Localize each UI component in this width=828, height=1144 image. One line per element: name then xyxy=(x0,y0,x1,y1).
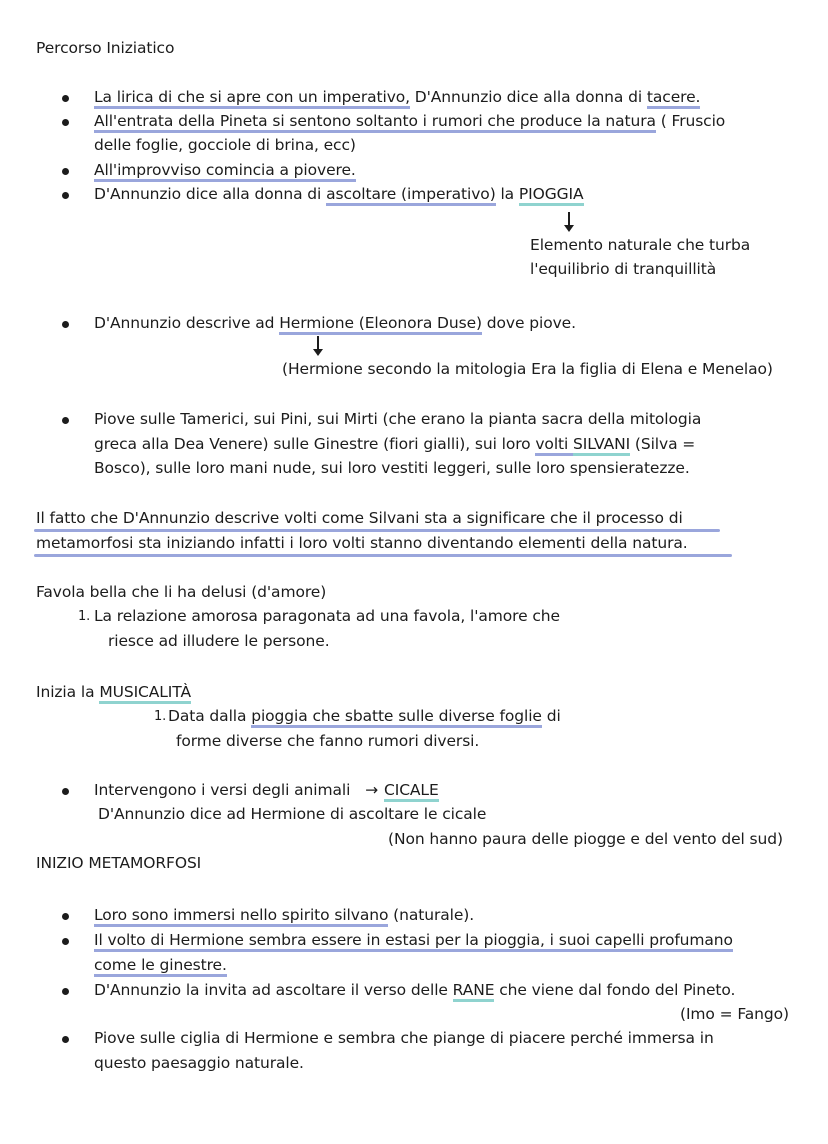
plain-text: (naturale). xyxy=(388,906,475,924)
paragraph-line-1: Il fatto che D'Annunzio descrive volti come Silvani sta a significare che il processo di xyxy=(36,509,683,527)
bullet-dot xyxy=(62,938,69,945)
underlined-text: pioggia che sbatte sulle diverse foglie xyxy=(251,707,542,728)
bullet-dot xyxy=(62,119,69,126)
underlined-text: La lirica di che si apre con un imperativo, xyxy=(94,88,410,109)
bullet-text-6-line-2 xyxy=(94,433,695,455)
musicalita-line-1 xyxy=(168,705,561,727)
metamorfosi-heading: INIZIO METAMORFOSI xyxy=(36,854,202,872)
plain-text: la xyxy=(495,185,519,203)
bullet-dot xyxy=(62,988,69,995)
underlined-text: volti xyxy=(535,435,573,456)
metamorfosi-bullet-2-line-2 xyxy=(94,954,227,976)
underlined-text: Hermione (Eleonora Duse) xyxy=(279,314,482,335)
list-number: 1. xyxy=(78,609,91,624)
bullet-text-6-line-3: Bosco), sulle loro mani nude, sui loro vestiti leggeri, sulle loro spensieratezze. xyxy=(94,459,690,477)
plain-text: Data dalla xyxy=(168,707,252,725)
musicalita-heading xyxy=(36,681,191,703)
highlighted-text: RANE xyxy=(453,981,495,1002)
underlined-text: come le ginestre. xyxy=(94,956,227,977)
musicalita-line-2: forme diverse che fanno rumori diversi. xyxy=(176,732,480,750)
plain-text: Intervengono i versi degli animali xyxy=(94,781,351,799)
underlined-text: tacere. xyxy=(647,88,700,109)
plain-text: D'Annunzio descrive ad xyxy=(94,314,280,332)
bullet-text-5 xyxy=(94,312,576,334)
bullet-text-1 xyxy=(94,86,700,108)
bullet-dot xyxy=(62,168,69,175)
cicale-note: (Non hanno paura delle piogge e del vento del sud) xyxy=(388,830,783,848)
underlined-text: Il volto di Hermione sembra essere in estasi per la pioggia, i suoi capelli profumano xyxy=(94,931,733,952)
bullet-dot xyxy=(62,417,69,424)
favola-line-2: riesce ad illudere le persone. xyxy=(108,632,330,650)
bullet-dot xyxy=(62,321,69,328)
bullet-text-4 xyxy=(94,183,584,205)
list-number: 1. xyxy=(154,709,167,724)
plain-text: D'Annunzio la invita ad ascoltare il verso delle xyxy=(94,981,453,999)
plain-text: D'Annunzio dice alla donna di xyxy=(94,185,327,203)
plain-text: ( Fruscio xyxy=(655,112,726,130)
metamorfosi-note: (Imo = Fango) xyxy=(680,1005,789,1023)
bullet-dot xyxy=(62,95,69,102)
arrow-down-icon xyxy=(317,336,319,354)
metamorfosi-bullet-3 xyxy=(94,979,735,1001)
paragraph-line-2: metamorfosi sta iniziando infatti i loro volti stanno diventando elementi della natura. xyxy=(36,534,688,552)
underline-stroke xyxy=(34,554,732,557)
bullet-text-6-line-1: Piove sulle Tamerici, sui Pini, sui Mirti (che erano la pianta sacra della mitologia xyxy=(94,410,702,428)
plain-text: che viene dal fondo del Pineto. xyxy=(494,981,736,999)
bullet-dot xyxy=(62,192,69,199)
bullet-text-2 xyxy=(94,110,725,132)
plain-text: greca alla Dea Venere) sulle Ginestre (fiori gialli), sui loro xyxy=(94,435,536,453)
plain-text: (Silva = xyxy=(630,435,696,453)
highlighted-text: PIOGGIA xyxy=(519,185,584,206)
plain-text: D'Annunzio dice alla donna di xyxy=(409,88,647,106)
favola-heading: Favola bella che li ha delusi (d'amore) xyxy=(36,583,327,601)
underlined-text: All'entrata della Pineta si sentono soltanto i rumori che produce la natura xyxy=(94,112,656,133)
side-note-line-2: l'equilibrio di tranquillità xyxy=(530,260,717,278)
bullet-text-2-cont: delle foglie, gocciole di brina, ecc) xyxy=(94,136,356,154)
highlighted-text: CICALE xyxy=(384,781,439,802)
cicale-line-1 xyxy=(94,779,439,801)
plain-text: dove piove. xyxy=(481,314,576,332)
metamorfosi-bullet-4-line-2: questo paesaggio naturale. xyxy=(94,1054,304,1072)
arrow-right-icon: → xyxy=(365,781,379,799)
side-note-line-1: Elemento naturale che turba xyxy=(530,236,751,254)
highlighted-text: MUSICALITÀ xyxy=(99,683,191,704)
metamorfosi-bullet-4-line-1: Piove sulle ciglia di Hermione e sembra che piange di piacere perché immersa in xyxy=(94,1029,714,1047)
metamorfosi-bullet-2-line-1 xyxy=(94,929,733,951)
page-title: Percorso Iniziatico xyxy=(36,39,175,57)
underlined-text: ascoltare (imperativo) xyxy=(326,185,496,206)
arrow-down-icon xyxy=(568,212,570,230)
metamorfosi-bullet-1 xyxy=(94,904,474,926)
underlined-text: Loro sono immersi nello spirito silvano xyxy=(94,906,388,927)
underlined-text: All'improvviso comincia a piovere. xyxy=(94,161,356,182)
bullet-dot xyxy=(62,788,69,795)
side-note-hermione: (Hermione secondo la mitologia Era la figlia di Elena e Menelao) xyxy=(282,360,773,378)
plain-text: Inizia la xyxy=(36,683,100,701)
bullet-dot xyxy=(62,913,69,920)
bullet-dot xyxy=(62,1036,69,1043)
favola-line-1: La relazione amorosa paragonata ad una favola, l'amore che xyxy=(94,607,560,625)
cicale-line-2: D'Annunzio dice ad Hermione di ascoltare le cicale xyxy=(98,805,487,823)
bullet-text-3 xyxy=(94,159,356,181)
highlighted-text: SILVANI xyxy=(573,435,630,456)
plain-text: di xyxy=(541,707,561,725)
